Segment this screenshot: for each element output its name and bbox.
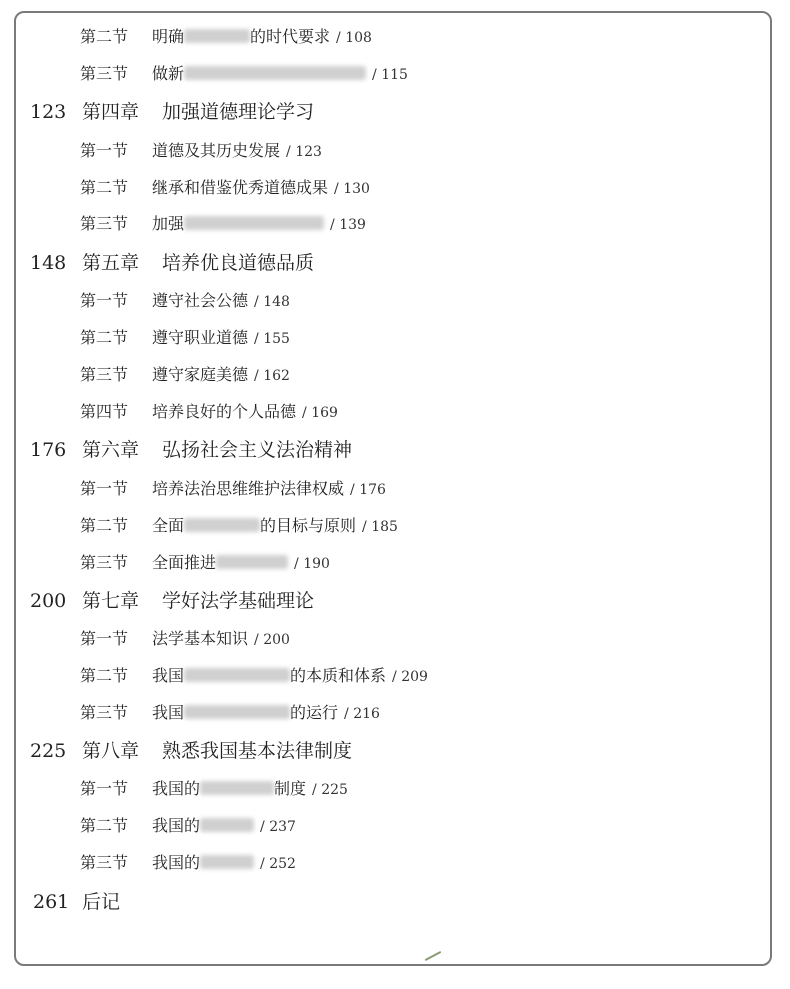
- afterword-title: 后记: [82, 891, 121, 913]
- section-label: 第二节: [80, 178, 129, 197]
- section-title: 继承和借鉴优秀道德成果 / 130: [152, 178, 370, 197]
- blurred-text: [184, 668, 290, 682]
- page-number: 176: [359, 482, 386, 498]
- section-label: 第一节: [80, 779, 129, 798]
- chapter-title: 学好法学基础理论: [162, 590, 315, 612]
- section-label: 第二节: [80, 816, 129, 835]
- section-label: 第三节: [80, 64, 129, 83]
- page-number: 209: [401, 669, 428, 685]
- section-label: 第三节: [80, 214, 129, 233]
- section-title: 我国的 / 252: [152, 853, 296, 872]
- page-number: 169: [311, 405, 338, 421]
- chapter-label: 第六章: [82, 439, 140, 461]
- page-number: 200: [263, 632, 290, 648]
- chapter-title: 弘扬社会主义法治精神: [162, 439, 353, 461]
- chapter-title: 培养优良道德品质: [162, 252, 315, 274]
- page-number: 155: [263, 331, 290, 347]
- blurred-text: [184, 216, 324, 230]
- page-number: 139: [339, 217, 366, 233]
- section-title: 我国 的本质和体系 / 209: [152, 666, 428, 685]
- blurred-text: [200, 855, 254, 869]
- section-title: 我国 的运行 / 216: [152, 703, 380, 722]
- section-label: 第三节: [80, 365, 129, 384]
- section-label: 第三节: [80, 553, 129, 572]
- chapter-label: 第七章: [82, 590, 140, 612]
- section-title: 我国的 / 237: [152, 816, 296, 835]
- section-title: 培养良好的个人品德 / 169: [152, 402, 338, 421]
- section-title: 加强 / 139: [152, 214, 366, 233]
- page-number: 237: [269, 819, 296, 835]
- section-title: 明确 的时代要求 / 108: [152, 27, 372, 46]
- section-label: 第二节: [80, 27, 129, 46]
- section-title: 全面推进 / 190: [152, 553, 330, 572]
- page-number: 162: [263, 368, 290, 384]
- section-title: 我国的 制度 / 225: [152, 779, 348, 798]
- section-label: 第四节: [80, 402, 129, 421]
- chapter-page-number: 200: [30, 590, 67, 612]
- section-title: 全面 的目标与原则 / 185: [152, 516, 398, 535]
- chapter-page-number: 123: [30, 101, 67, 123]
- section-label: 第二节: [80, 666, 129, 685]
- chapter-label: 第五章: [82, 252, 140, 274]
- chapter-page-number: 176: [30, 439, 67, 461]
- section-title: 培养法治思维维护法律权威 / 176: [152, 479, 386, 498]
- page-number: 130: [343, 181, 370, 197]
- page-number: 252: [269, 856, 296, 872]
- section-label: 第二节: [80, 516, 129, 535]
- section-label: 第三节: [80, 703, 129, 722]
- blurred-text: [184, 29, 250, 43]
- chapter-title: 加强道德理论学习: [162, 101, 315, 123]
- section-title: 道德及其历史发展 / 123: [152, 141, 322, 160]
- section-title: 做新 / 115: [152, 64, 408, 83]
- section-label: 第一节: [80, 629, 129, 648]
- blurred-text: [216, 555, 288, 569]
- chapter-page-number: 225: [30, 740, 67, 762]
- page-number: 115: [381, 67, 408, 83]
- section-title: 遵守社会公德 / 148: [152, 291, 290, 310]
- blurred-text: [184, 705, 290, 719]
- page-number: 148: [263, 294, 290, 310]
- chapter-label: 第八章: [82, 740, 140, 762]
- blurred-text: [200, 781, 274, 795]
- page-number: 225: [321, 782, 348, 798]
- page-number: 216: [353, 706, 380, 722]
- chapter-page-number: 261: [33, 891, 70, 913]
- section-label: 第一节: [80, 479, 129, 498]
- page-number: 123: [295, 144, 322, 160]
- section-title: 法学基本知识 / 200: [152, 629, 290, 648]
- blurred-text: [184, 66, 366, 80]
- page-number: 190: [303, 556, 330, 572]
- section-label: 第一节: [80, 291, 129, 310]
- section-label: 第一节: [80, 141, 129, 160]
- section-title: 遵守家庭美德 / 162: [152, 365, 290, 384]
- section-label: 第三节: [80, 853, 129, 872]
- section-label: 第二节: [80, 328, 129, 347]
- chapter-title: 熟悉我国基本法律制度: [162, 740, 353, 762]
- page-number: 185: [371, 519, 398, 535]
- section-title: 遵守职业道德 / 155: [152, 328, 290, 347]
- chapter-label: 第四章: [82, 101, 140, 123]
- blurred-text: [200, 818, 254, 832]
- page-number: 108: [345, 30, 372, 46]
- chapter-page-number: 148: [30, 252, 67, 274]
- blurred-text: [184, 518, 260, 532]
